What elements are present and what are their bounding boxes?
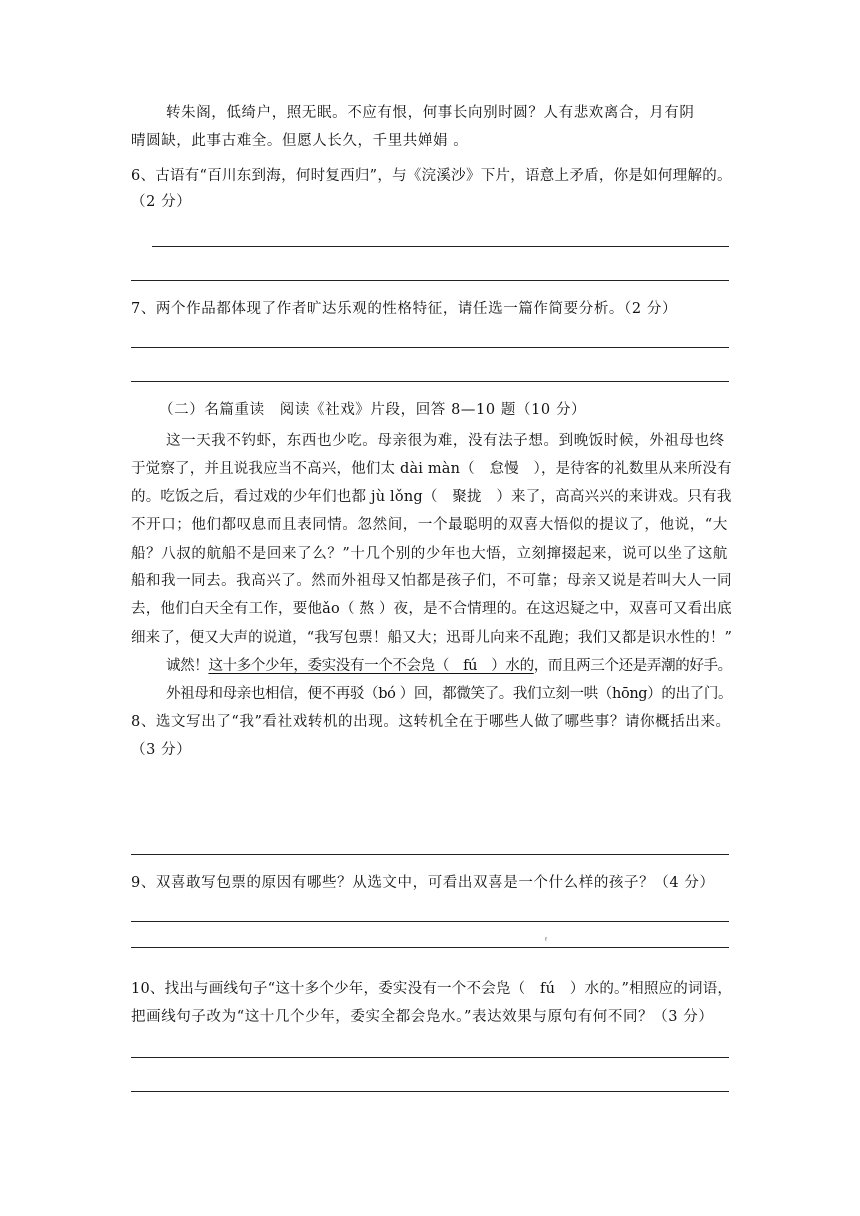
passage-line: 不开口；他们都叹息而且表同情。忽然间，一个最聪明的双喜大悟似的提议了，他说，“大	[131, 517, 728, 533]
passage-paragraph-3: 外祖母和母亲也相信，便不再驳（bó ）回，都微笑了。我们立刻一哄（hōng）的出了门。	[166, 686, 733, 702]
answer-line	[152, 246, 729, 247]
answer-line	[131, 1057, 729, 1058]
passage-line: 去，他们白天全有工作，要他ǎo（ 熬 ）夜，是不合情理的。在这迟疑之中，双喜可又看出底	[131, 601, 732, 617]
answer-line	[131, 921, 729, 922]
question-10-text: 10、找出与画线句子“这十多个少年，委实没有一个不会凫（ fú ）水的。”相照应的词语，	[131, 981, 733, 997]
question-8-score: （3 分）	[131, 742, 192, 758]
answer-line	[131, 280, 729, 281]
passage-line: 船和我一同去。我高兴了。然而外祖母又怕都是孩子们，不可靠；母亲又说是若叫大人一同	[131, 573, 732, 589]
answer-line	[131, 381, 729, 382]
question-10-text-2: 把画线句子改为“这十几个少年，委实全都会凫水。”表达效果与原句有何不同？（3 分）	[131, 1009, 714, 1025]
passage-paragraph-2	[166, 656, 732, 676]
passage-line: 的。吃饭之后，看过戏的少年们也都 jù lǒng（ 聚拢 ）来了，高高兴兴的来讲戏。只有我	[131, 489, 732, 505]
question-9-text: 9、双喜敢写包票的原因有哪些？从选文中，可看出双喜是一个什么样的孩子？（4 分）	[131, 875, 715, 891]
passage-line: 这一天我不钓虾，东西也少吃。母亲很为难，没有法子想。到晚饭时候，外祖母也终	[166, 433, 725, 449]
answer-line	[131, 947, 729, 948]
question-6-text: 6、古语有“百川东到海，何时复西归”，与《浣溪沙》下片，语意上矛盾，你是如何理解的。	[131, 168, 732, 184]
question-8-text: 8、选文写出了“我”看社戏转机的出现。这转机全在于哪些人做了哪些事？请你概括出来。	[131, 714, 731, 730]
question-6-score: （2 分）	[131, 194, 192, 210]
answer-line	[131, 1091, 729, 1092]
passage-p2-suffix: ，而且两三个还是弄潮的好手。	[533, 658, 732, 674]
passage-line: 细来了，便又大声的说道，“我写包票！船又大；迅哥儿向来不乱跑；我们又都是识水性的！”	[131, 630, 733, 646]
underlined-sentence: 这十多个少年，委实没有一个不会凫（ fú ）水的	[208, 658, 534, 674]
question-7-text: 7、两个作品都体现了作者旷达乐观的性格特征，请任选一篇作简要分析。（2 分）	[131, 301, 678, 317]
section-heading: （二）名篇重读 阅读《社戏》片段，回答 8—10 题（10 分）	[159, 402, 587, 418]
answer-line	[131, 854, 729, 855]
stray-mark: ᶠ	[545, 936, 547, 945]
poem-line-2: 晴圆缺，此事古难全。但愿人长久，千里共婵娟 。	[131, 133, 469, 149]
passage-p2-prefix: 诚然！	[166, 658, 209, 674]
poem-line-1: 转朱阁，低绮户，照无眠。不应有恨，何事长向别时圆？人有悲欢离合，月有阴	[166, 105, 695, 121]
passage-line: 船？八叔的航船不是回来了么？”十几个别的少年也大悟，立刻撺掇起来，说可以坐了这航	[131, 546, 728, 562]
passage-line: 于觉察了，并且说我应当不高兴，他们太 dài màn（ 怠慢 ），是待客的礼数里从来所没有	[131, 461, 732, 477]
answer-line	[131, 347, 729, 348]
